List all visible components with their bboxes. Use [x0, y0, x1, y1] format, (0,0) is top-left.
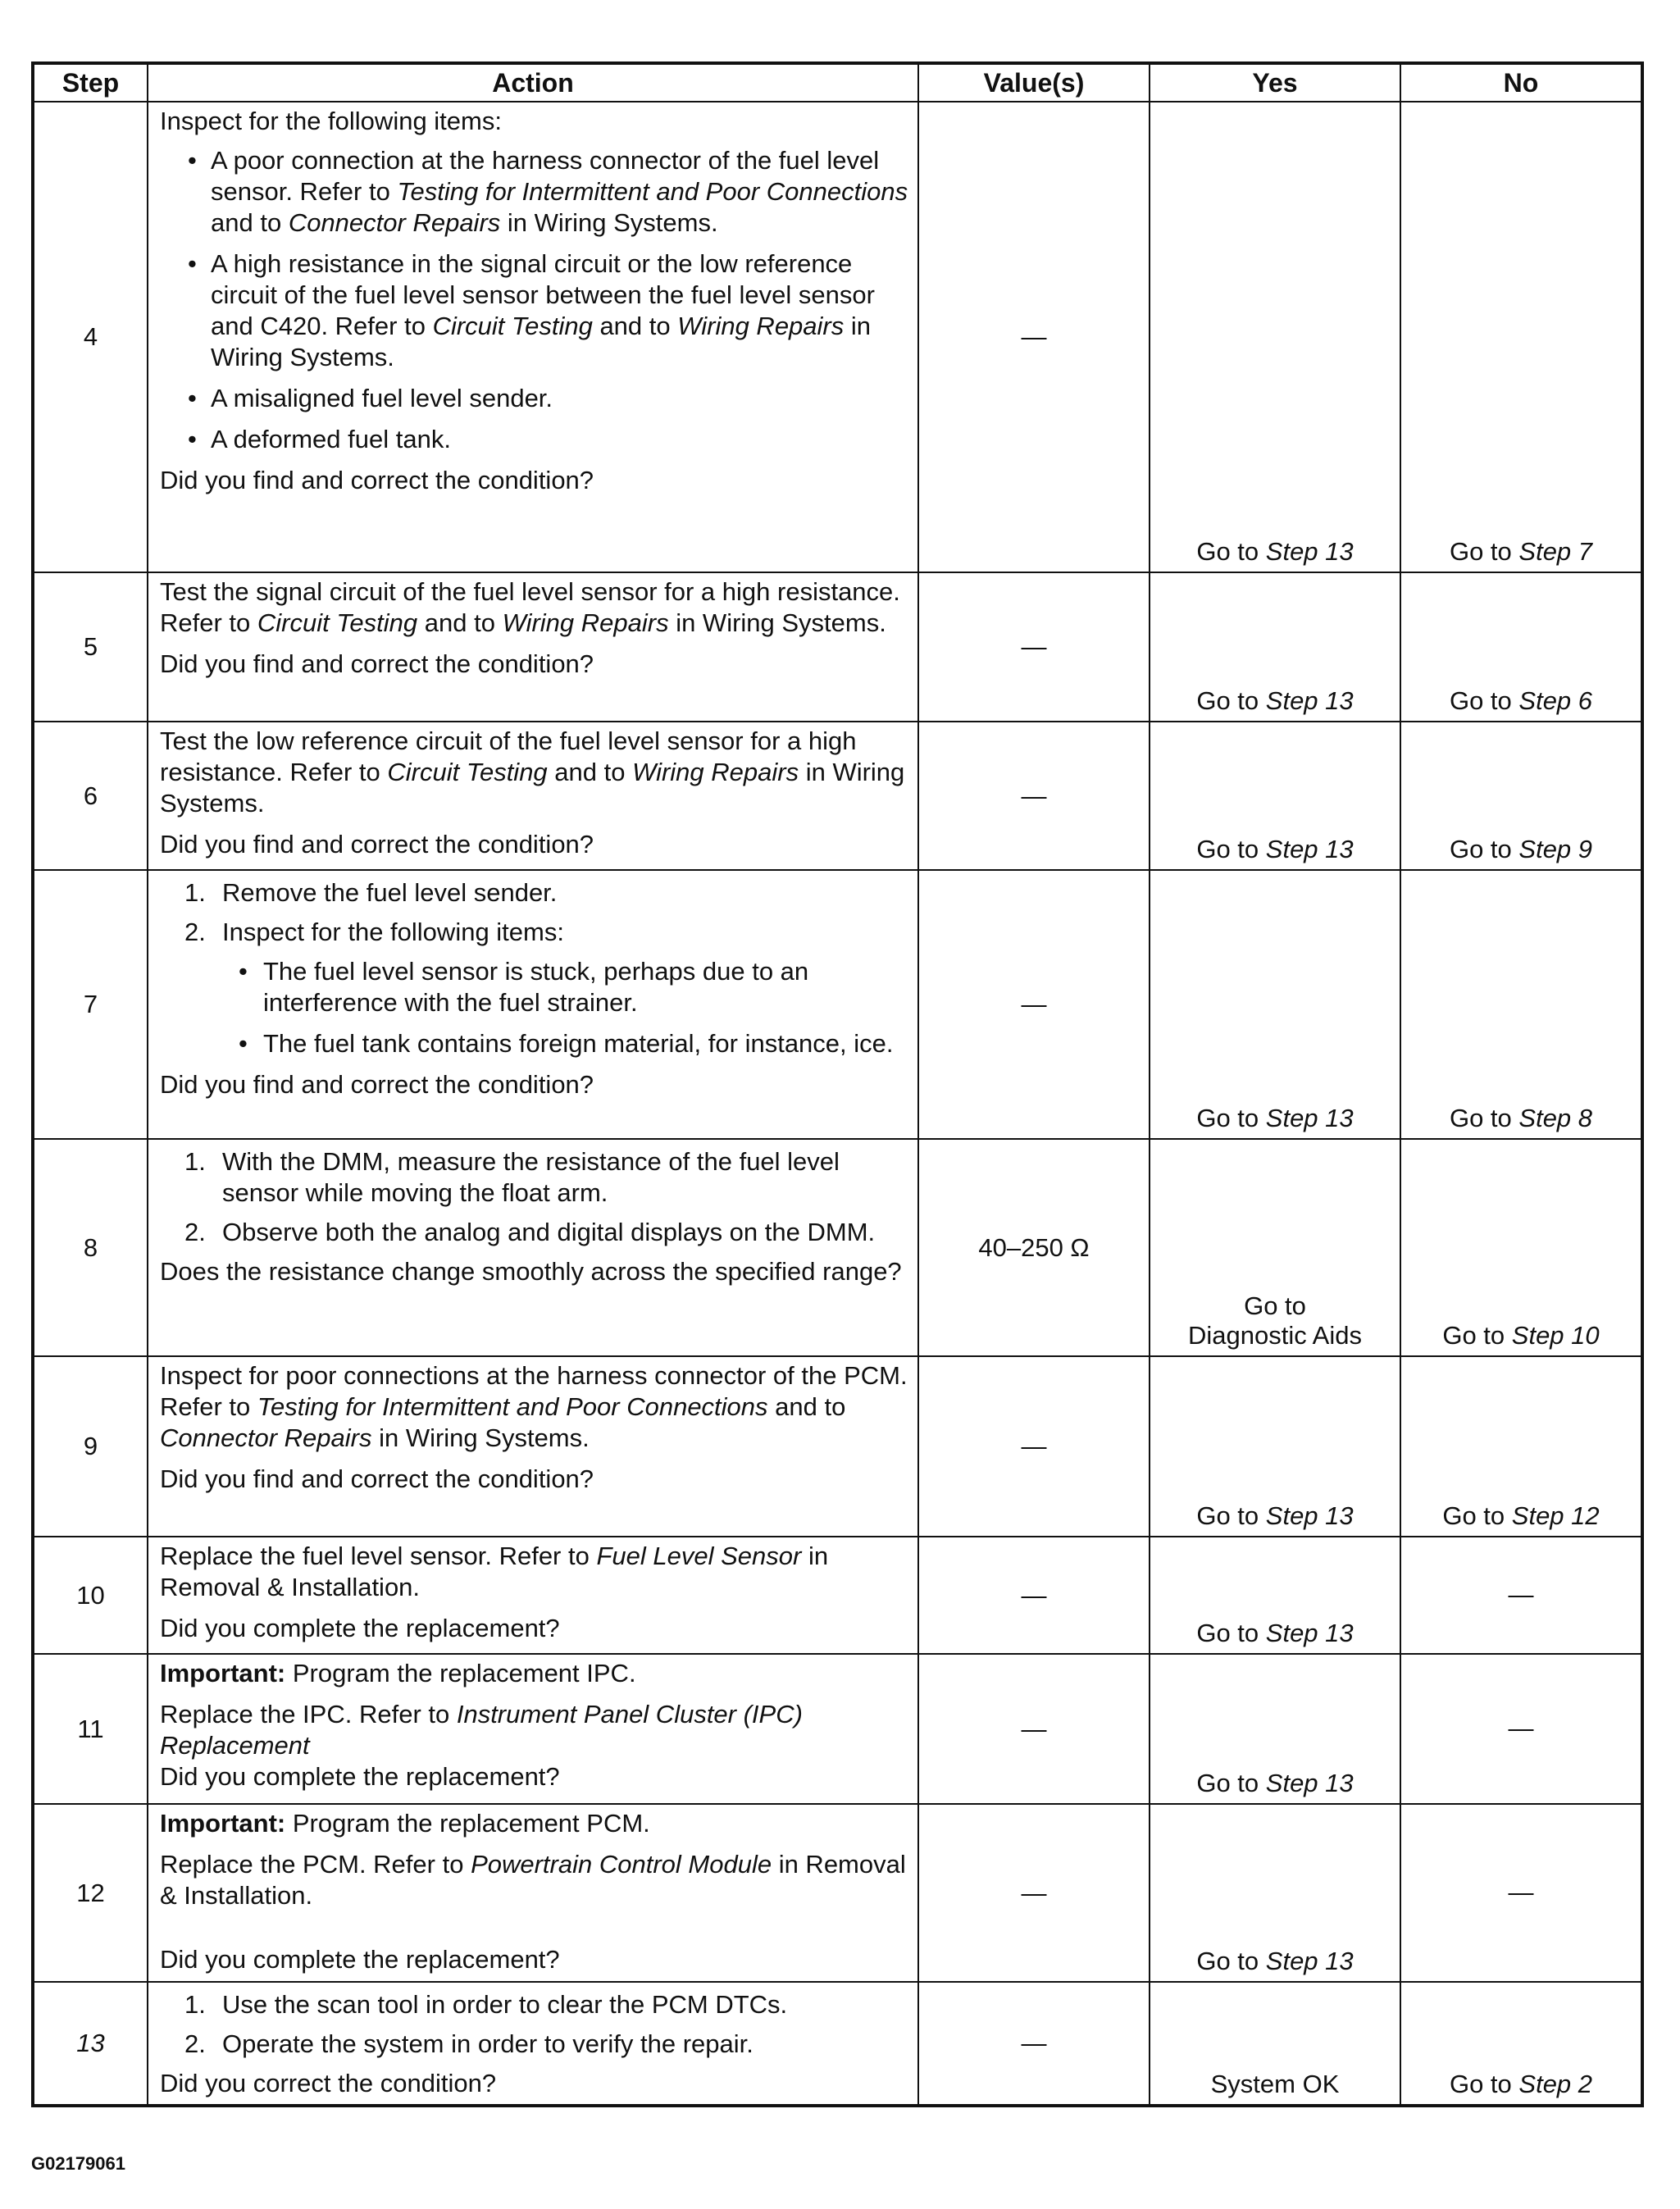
- value-cell: 40–250 Ω: [918, 1139, 1150, 1356]
- value-cell: —: [918, 1356, 1150, 1537]
- bullet-icon: •: [188, 146, 197, 175]
- value-cell: —: [918, 572, 1150, 722]
- step-number: 5: [33, 572, 148, 722]
- list-item: 2. Inspect for the following items: • The fuel level sensor is stuck, perhaps due to an interference with the fuel strainer. • The fuel tank contains foreign material, for instance, ice.: [160, 917, 909, 1059]
- no-cell: Go to Step 2: [1400, 1982, 1642, 2106]
- no-link[interactable]: Step 7: [1518, 537, 1593, 566]
- table-row: [33, 1654, 1642, 1804]
- no-cell: Go to Step 6: [1400, 572, 1642, 722]
- step-number: 12: [33, 1804, 148, 1982]
- value-cell: —: [918, 1654, 1150, 1804]
- yes-link[interactable]: Step 13: [1265, 1947, 1354, 1975]
- list-item: 1. With the DMM, measure the resistance of the fuel level sensor while moving the float arm.: [184, 1147, 840, 1207]
- yes-link[interactable]: Step 13: [1265, 1769, 1354, 1797]
- table-row: [33, 1804, 1642, 1982]
- no-cell: Go to Step 8: [1400, 870, 1642, 1139]
- action-text: Test the signal circuit of the fuel level sensor for a high resistance. Refer to Circuit Testing and to Wiring Repairs in Wiring Systems.: [160, 577, 900, 637]
- bullet-list: [222, 956, 909, 1059]
- no-link[interactable]: Step 2: [1518, 2070, 1593, 2098]
- no-cell: Go to Step 7: [1400, 102, 1642, 572]
- action-question: Did you complete the replacement?: [160, 1762, 560, 1791]
- no-cell: Go to Step 9: [1400, 722, 1642, 870]
- action-question: Did you complete the replacement?: [160, 1614, 560, 1642]
- action-question: Did you correct the condition?: [160, 2069, 497, 2097]
- table-row: [33, 870, 1642, 1139]
- list-item: • A deformed fuel tank.: [188, 425, 451, 453]
- no-link[interactable]: Step 6: [1518, 686, 1593, 715]
- action-intro: Inspect for the following items:: [160, 107, 502, 135]
- action-question: Did you find and correct the condition?: [160, 649, 594, 678]
- action-question: Does the resistance change smoothly across the specified range?: [160, 1257, 902, 1286]
- table-row: [33, 572, 1642, 722]
- action-text: Test the low reference circuit of the fuel level sensor for a high resistance. Refer to Circuit Testing and to Wiring Repairs in Wiring Systems.: [160, 726, 905, 818]
- bullet-icon: •: [188, 425, 197, 453]
- no-link[interactable]: Step 10: [1511, 1321, 1600, 1350]
- step-number: 10: [33, 1537, 148, 1654]
- action-cell: [148, 572, 918, 722]
- list-item: 2. Observe both the analog and digital displays on the DMM.: [184, 1218, 876, 1246]
- figure-id: G02179061: [31, 2153, 125, 2174]
- table-row: [33, 1356, 1642, 1537]
- yes-link[interactable]: Step 13: [1265, 1104, 1354, 1132]
- yes-cell: Go to Step 13: [1150, 1537, 1400, 1654]
- yes-cell: System OK: [1150, 1982, 1400, 2106]
- step-number: 8: [33, 1139, 148, 1356]
- list-item: • A misaligned fuel level sender.: [188, 384, 553, 412]
- yes-link[interactable]: Diagnostic Aids: [1188, 1321, 1362, 1350]
- numbered-list: [160, 1989, 909, 2060]
- action-question: Did you complete the replacement?: [160, 1945, 560, 1974]
- table-row: [33, 1982, 1642, 2106]
- step-number: 11: [33, 1654, 148, 1804]
- header-step: Step: [33, 63, 148, 102]
- action-cell: [148, 1654, 918, 1804]
- diagnostic-table-sheet: [31, 61, 1641, 2107]
- yes-link[interactable]: Step 13: [1265, 1619, 1354, 1647]
- action-question: Did you find and correct the condition?: [160, 466, 594, 494]
- table-row: [33, 102, 1642, 572]
- table-row: [33, 1537, 1642, 1654]
- header-no: No: [1400, 63, 1642, 102]
- list-item: 1. Use the scan tool in order to clear the PCM DTCs.: [184, 1990, 788, 2019]
- table-row: [33, 722, 1642, 870]
- header-yes: Yes: [1150, 63, 1400, 102]
- list-item: 2. Operate the system in order to verify the repair.: [184, 2029, 753, 2058]
- no-cell: —: [1400, 1654, 1642, 1804]
- bullet-icon: •: [188, 384, 197, 412]
- step-number: 9: [33, 1356, 148, 1537]
- yes-cell: Go to Step 13: [1150, 870, 1400, 1139]
- list-item: 1. Remove the fuel level sender.: [184, 878, 558, 907]
- action-cell: [148, 870, 918, 1139]
- no-cell: —: [1400, 1804, 1642, 1982]
- important-note: Important: Program the replacement IPC.: [160, 1659, 636, 1687]
- bullet-icon: •: [239, 957, 248, 986]
- action-question: Did you find and correct the condition?: [160, 1464, 594, 1493]
- diagnostic-table: [31, 61, 1644, 2107]
- action-text: Replace the PCM. Refer to Powertrain Control Module in Removal & Installation.: [160, 1850, 906, 1910]
- action-question: Did you find and correct the condition?: [160, 1070, 594, 1099]
- list-item: • A poor connection at the harness connector of the fuel level sensor. Refer to Testing for Intermittent and Poor Connections and to Connector Repairs in Wiring Systems.: [188, 146, 908, 237]
- yes-cell: Go to Step 13: [1150, 1654, 1400, 1804]
- no-cell: Go to Step 12: [1400, 1356, 1642, 1537]
- value-cell: —: [918, 1982, 1150, 2106]
- yes-cell: Go to Step 13: [1150, 722, 1400, 870]
- no-link[interactable]: Step 8: [1518, 1104, 1593, 1132]
- yes-cell: Go to Diagnostic Aids: [1150, 1139, 1400, 1356]
- no-cell: —: [1400, 1537, 1642, 1654]
- yes-cell: Go to Step 13: [1150, 102, 1400, 572]
- value-cell: —: [918, 870, 1150, 1139]
- value-cell: —: [918, 722, 1150, 870]
- no-cell: Go to Step 10: [1400, 1139, 1642, 1356]
- numbered-list: [160, 1146, 909, 1248]
- action-cell: [148, 1537, 918, 1654]
- value-cell: —: [918, 102, 1150, 572]
- step-number: 6: [33, 722, 148, 870]
- action-cell: [148, 1982, 918, 2106]
- value-cell: —: [918, 1537, 1150, 1654]
- action-cell: [148, 102, 918, 572]
- yes-link[interactable]: Step 13: [1265, 835, 1354, 863]
- action-cell: [148, 722, 918, 870]
- bullet-list: [160, 145, 909, 455]
- action-text: Replace the IPC. Refer to Instrument Panel Cluster (IPC) Replacement: [160, 1700, 803, 1760]
- header-values: Value(s): [918, 63, 1150, 102]
- action-question: Did you find and correct the condition?: [160, 830, 594, 859]
- no-link[interactable]: Step 9: [1518, 835, 1593, 863]
- list-item: • The fuel tank contains foreign material, for instance, ice.: [239, 1029, 894, 1058]
- action-cell: [148, 1139, 918, 1356]
- important-note: Important: Program the replacement PCM.: [160, 1809, 650, 1838]
- yes-link[interactable]: Step 13: [1265, 537, 1354, 566]
- yes-link[interactable]: Step 13: [1265, 1501, 1354, 1530]
- list-item: • The fuel level sensor is stuck, perhaps due to an interference with the fuel strainer.: [239, 957, 809, 1017]
- bullet-icon: •: [239, 1029, 248, 1058]
- action-text: Replace the fuel level sensor. Refer to Fuel Level Sensor in Removal & Installation.: [160, 1542, 829, 1601]
- no-link[interactable]: Step 12: [1511, 1501, 1600, 1530]
- step-number: 4: [33, 102, 148, 572]
- yes-cell: Go to Step 13: [1150, 1804, 1400, 1982]
- numbered-list: [160, 877, 909, 1059]
- header-row: [33, 63, 1642, 102]
- action-cell: [148, 1356, 918, 1537]
- list-item: • A high resistance in the signal circuit or the low reference circuit of the fuel level sensor between the fuel level sensor and C420. Refer to Circuit Testing and to Wiring Repairs in Wiring Systems.: [188, 249, 875, 371]
- table-row: [33, 1139, 1642, 1356]
- yes-cell: Go to Step 13: [1150, 1356, 1400, 1537]
- step-number: 13: [33, 1982, 148, 2106]
- action-cell: [148, 1804, 918, 1982]
- yes-cell: Go to Step 13: [1150, 572, 1400, 722]
- value-cell: —: [918, 1804, 1150, 1982]
- bullet-icon: •: [188, 249, 197, 278]
- header-action: Action: [148, 63, 918, 102]
- action-text: Inspect for poor connections at the harness connector of the PCM. Refer to Testing for Intermittent and Poor Connections and to Connector Repairs in Wiring Systems.: [160, 1361, 908, 1452]
- step-number: 7: [33, 870, 148, 1139]
- yes-link[interactable]: Step 13: [1265, 686, 1354, 715]
